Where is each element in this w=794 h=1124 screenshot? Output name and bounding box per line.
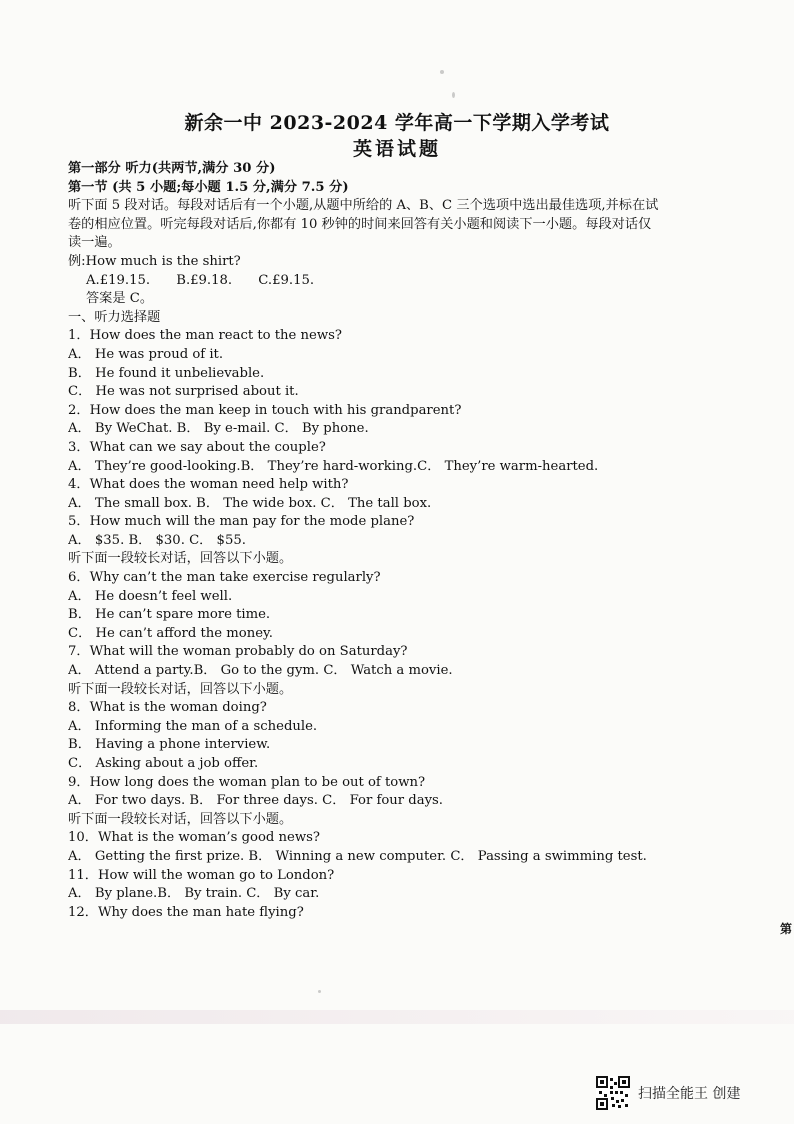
scan-artifact	[0, 1010, 794, 1024]
instruction-line: 卷的相应位置。听完每段对话后,你都有 10 秒钟的时间来回答有关小题和阅读下一小题。每段对话仅	[68, 216, 652, 232]
answer-options: A． He was proud of it.	[68, 346, 224, 362]
instruction-line: 听下面 5 段对话。每段对话后有一个小题,从题中所给的 A、B、C 三个选项中选出最佳选项,并标在试	[68, 198, 659, 214]
qr-code-icon	[596, 1076, 630, 1110]
example-option-b: B.£9.18.	[176, 272, 233, 288]
listening-instruction: 听下面一段较长对话，回答以下小题。	[68, 681, 293, 697]
answer-options: A． By WeChat. B． By e-mail. C． By phone.	[68, 421, 369, 437]
question-stem: 8．What is the woman doing?	[68, 700, 267, 716]
question-stem: 5．How much will the man pay for the mode plane?	[68, 514, 415, 530]
answer-options: B． He found it unbelievable.	[68, 365, 265, 381]
answer-options: A． Getting the first prize. B． Winning a new computer. C． Passing a swimming test.	[68, 848, 647, 864]
answer-options: A． $35. B． $30. C． $55.	[68, 532, 246, 548]
question-stem: 11．How will the woman go to London?	[68, 867, 335, 883]
answer-options: B． Having a phone interview.	[68, 737, 271, 753]
answer-options: C． Asking about a job offer.	[68, 756, 259, 771]
instruction-line: 读一遍。	[68, 235, 121, 251]
scanner-watermark-text: 扫描全能王 创建	[638, 1086, 741, 1102]
example-question: 例:How much is the shirt?	[68, 253, 241, 269]
question-stem: 3．What can we say about the couple?	[68, 439, 326, 455]
question-stem: 6．Why can’t the man take exercise regularly?	[68, 570, 381, 586]
example-options	[68, 272, 786, 291]
question-stem: 2．How does the man keep in touch with his grandparent?	[68, 402, 462, 418]
answer-options: A． Informing the man of a schedule.	[68, 718, 318, 734]
exam-subtitle: 英语试题	[352, 138, 441, 160]
example-option-a: A.£19.15.	[86, 272, 151, 288]
answer-options: B． He can’t spare more time.	[68, 607, 271, 623]
question-stem: 9．How long does the woman plan to be out of town?	[68, 774, 426, 790]
answer-options: A． He doesn’t feel well.	[68, 588, 233, 604]
question-stem: 10．What is the woman’s good news?	[68, 830, 320, 846]
question-list	[68, 327, 786, 922]
answer-options: A． The small box. B． The wide box. C． The tall box.	[68, 495, 432, 511]
listening-heading: 一、听力选择题	[68, 309, 161, 325]
scan-speck	[440, 70, 444, 74]
answer-options: A． By plane.B． By train. C． By car.	[68, 886, 320, 902]
page-number-mark: 第	[779, 922, 792, 936]
exam-content	[68, 160, 786, 922]
question-stem: 4．What does the woman need help with?	[68, 477, 349, 493]
scanner-watermark	[596, 1074, 786, 1112]
question-stem: 12．Why does the man hate flying?	[68, 904, 304, 920]
scan-speck	[318, 990, 321, 993]
section-heading: 第一节 (共 5 小题;每小题 1.5 分,满分 7.5 分)	[68, 179, 349, 195]
example-answer: 答案是 C。	[86, 291, 154, 307]
answer-options: C． He was not surprised about it.	[68, 384, 299, 400]
exam-title: 新余一中 2023-2024 学年高一下学期入学考试	[184, 112, 610, 134]
scan-speck	[452, 92, 455, 98]
question-stem: 1．How does the man react to the news?	[68, 328, 342, 344]
answer-options: C． He can’t afford the money.	[68, 625, 273, 641]
answer-options: A． They’re good-looking.B． They’re hard-working.C． They’re warm-hearted.	[68, 458, 599, 474]
part-heading: 第一部分 听力(共两节,满分 30 分)	[68, 161, 276, 176]
answer-options: A． For two days. B． For three days. C． For four days.	[68, 793, 443, 809]
listening-instruction: 听下面一段较长对话，回答以下小题。	[68, 551, 293, 567]
answer-options: A． Attend a party.B． Go to the gym. C． Watch a movie.	[68, 663, 453, 679]
listening-instruction: 听下面一段较长对话，回答以下小题。	[68, 811, 293, 827]
example-option-c: C.£9.15.	[258, 272, 315, 288]
question-stem: 7．What will the woman probably do on Saturday?	[68, 644, 408, 660]
